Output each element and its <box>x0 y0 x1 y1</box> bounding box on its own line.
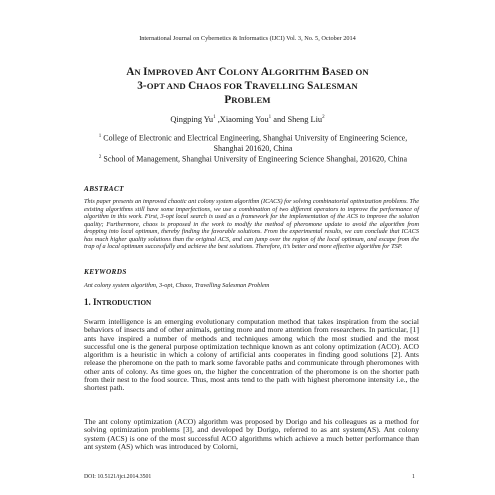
journal-header: International Journal on Cybernetics & Informatics (IJCI) Vol. 3, No. 5, October 2014 <box>139 35 356 42</box>
title-line-1: AN IMPROVED ANT COLONY ALGORITHM BASED ON <box>126 66 369 78</box>
title-line-3: PROBLEM <box>224 94 271 106</box>
body-paragraph: Swarm intelligence is an emerging evolutionary computation method that takes inspiration from the social behaviors of insects and of other animals, getting more and more attention from researchers. In particular, [1] ants have inspired a number of methods and techniques among which the most studied and the most successful one is the general purpose optimization technique known as ant colony optimization (ACO). ACO algorithm is a heuristic in which a colony of artificial ants cooperates in finding good solutions [2]. Ants release the pheromone on the path to mark some favorable paths and communicate through pheromones with other ants of colony. As time goes on, the higher the concentration of the pheromone is on the shorter path from their nest to the food source. Thus, most ants tend to the path with highest pheromone intensity i.e., the shortest path. <box>84 317 419 393</box>
paper-title <box>60 65 435 107</box>
body-paragraph: The ant colony optimization (ACO) algorithm was proposed by Dorigo and his colleagues as a method for solving optimization problems [3], and developed by Dorigo, referred to as ant system(AS). Ant colony system (ACS) is one of the most successful ACO algorithms which achieve a much better performance than ant system (AS) which was introduced by Colorni, <box>84 417 419 451</box>
author-list <box>0 115 495 124</box>
affiliation-2: $^2$ School of Management, Shanghai University of Engineering Science Shanghai, 201620, China <box>98 154 408 164</box>
author-affil-mark: 2 <box>322 115 325 121</box>
keywords-text: Ant colony system algorithm, 3-opt, Chaos, Travelling Salesman Problem <box>84 282 270 289</box>
page-number: 1 <box>412 474 415 480</box>
footer-doi: DOI: 10.5121/ijci.2014.3501 <box>84 474 152 480</box>
affiliation-1: $^1$ College of Electronic and Electrical Engineering, Shanghai University of Engineering Science, Shanghai 201620, China <box>98 133 408 154</box>
abstract-heading: ABSTRACT <box>84 185 124 193</box>
author-affil-mark: 1 <box>268 115 272 121</box>
author-affil-mark: 1 <box>213 115 216 121</box>
section-heading-introduction: 1. INTRODUCTION <box>84 297 152 307</box>
keywords-heading: KEYWORDS <box>84 268 127 276</box>
author-name: Qingping Yu <box>170 115 214 124</box>
abstract-text: This paper presents an improved chaotic ant colony system algorithm (ICACS) for solving combinatorial optimization problems. The existing algorithms still have some imperfections, we use a combination of two different operators to improve the performance of algorithm in this work. First, 3-opt local search is used as a framework for the implementation of the ACS to improve the solution quality; Furthermore, chaos is proposed in the work to modify the method of pheromone update to avoid the algorithm from dropping into local optimum, thereby finding the favorable solutions. From the experimental results, we can conclude that ICACS has much higher quality solutions than the original ACS, and can jump over the region of the local optimum, and escape from the trap of a local optimum successfully and achieve the best solutions. Therefore, it’s better and more effective algorithm for TSP. <box>84 198 419 250</box>
title-line-2: 3-OPT AND CHAOS FOR TRAVELLING SALESMAN <box>137 80 358 92</box>
author-name: ,Xiaoming You <box>215 115 269 124</box>
author-name: and Sheng Liu <box>271 115 323 124</box>
